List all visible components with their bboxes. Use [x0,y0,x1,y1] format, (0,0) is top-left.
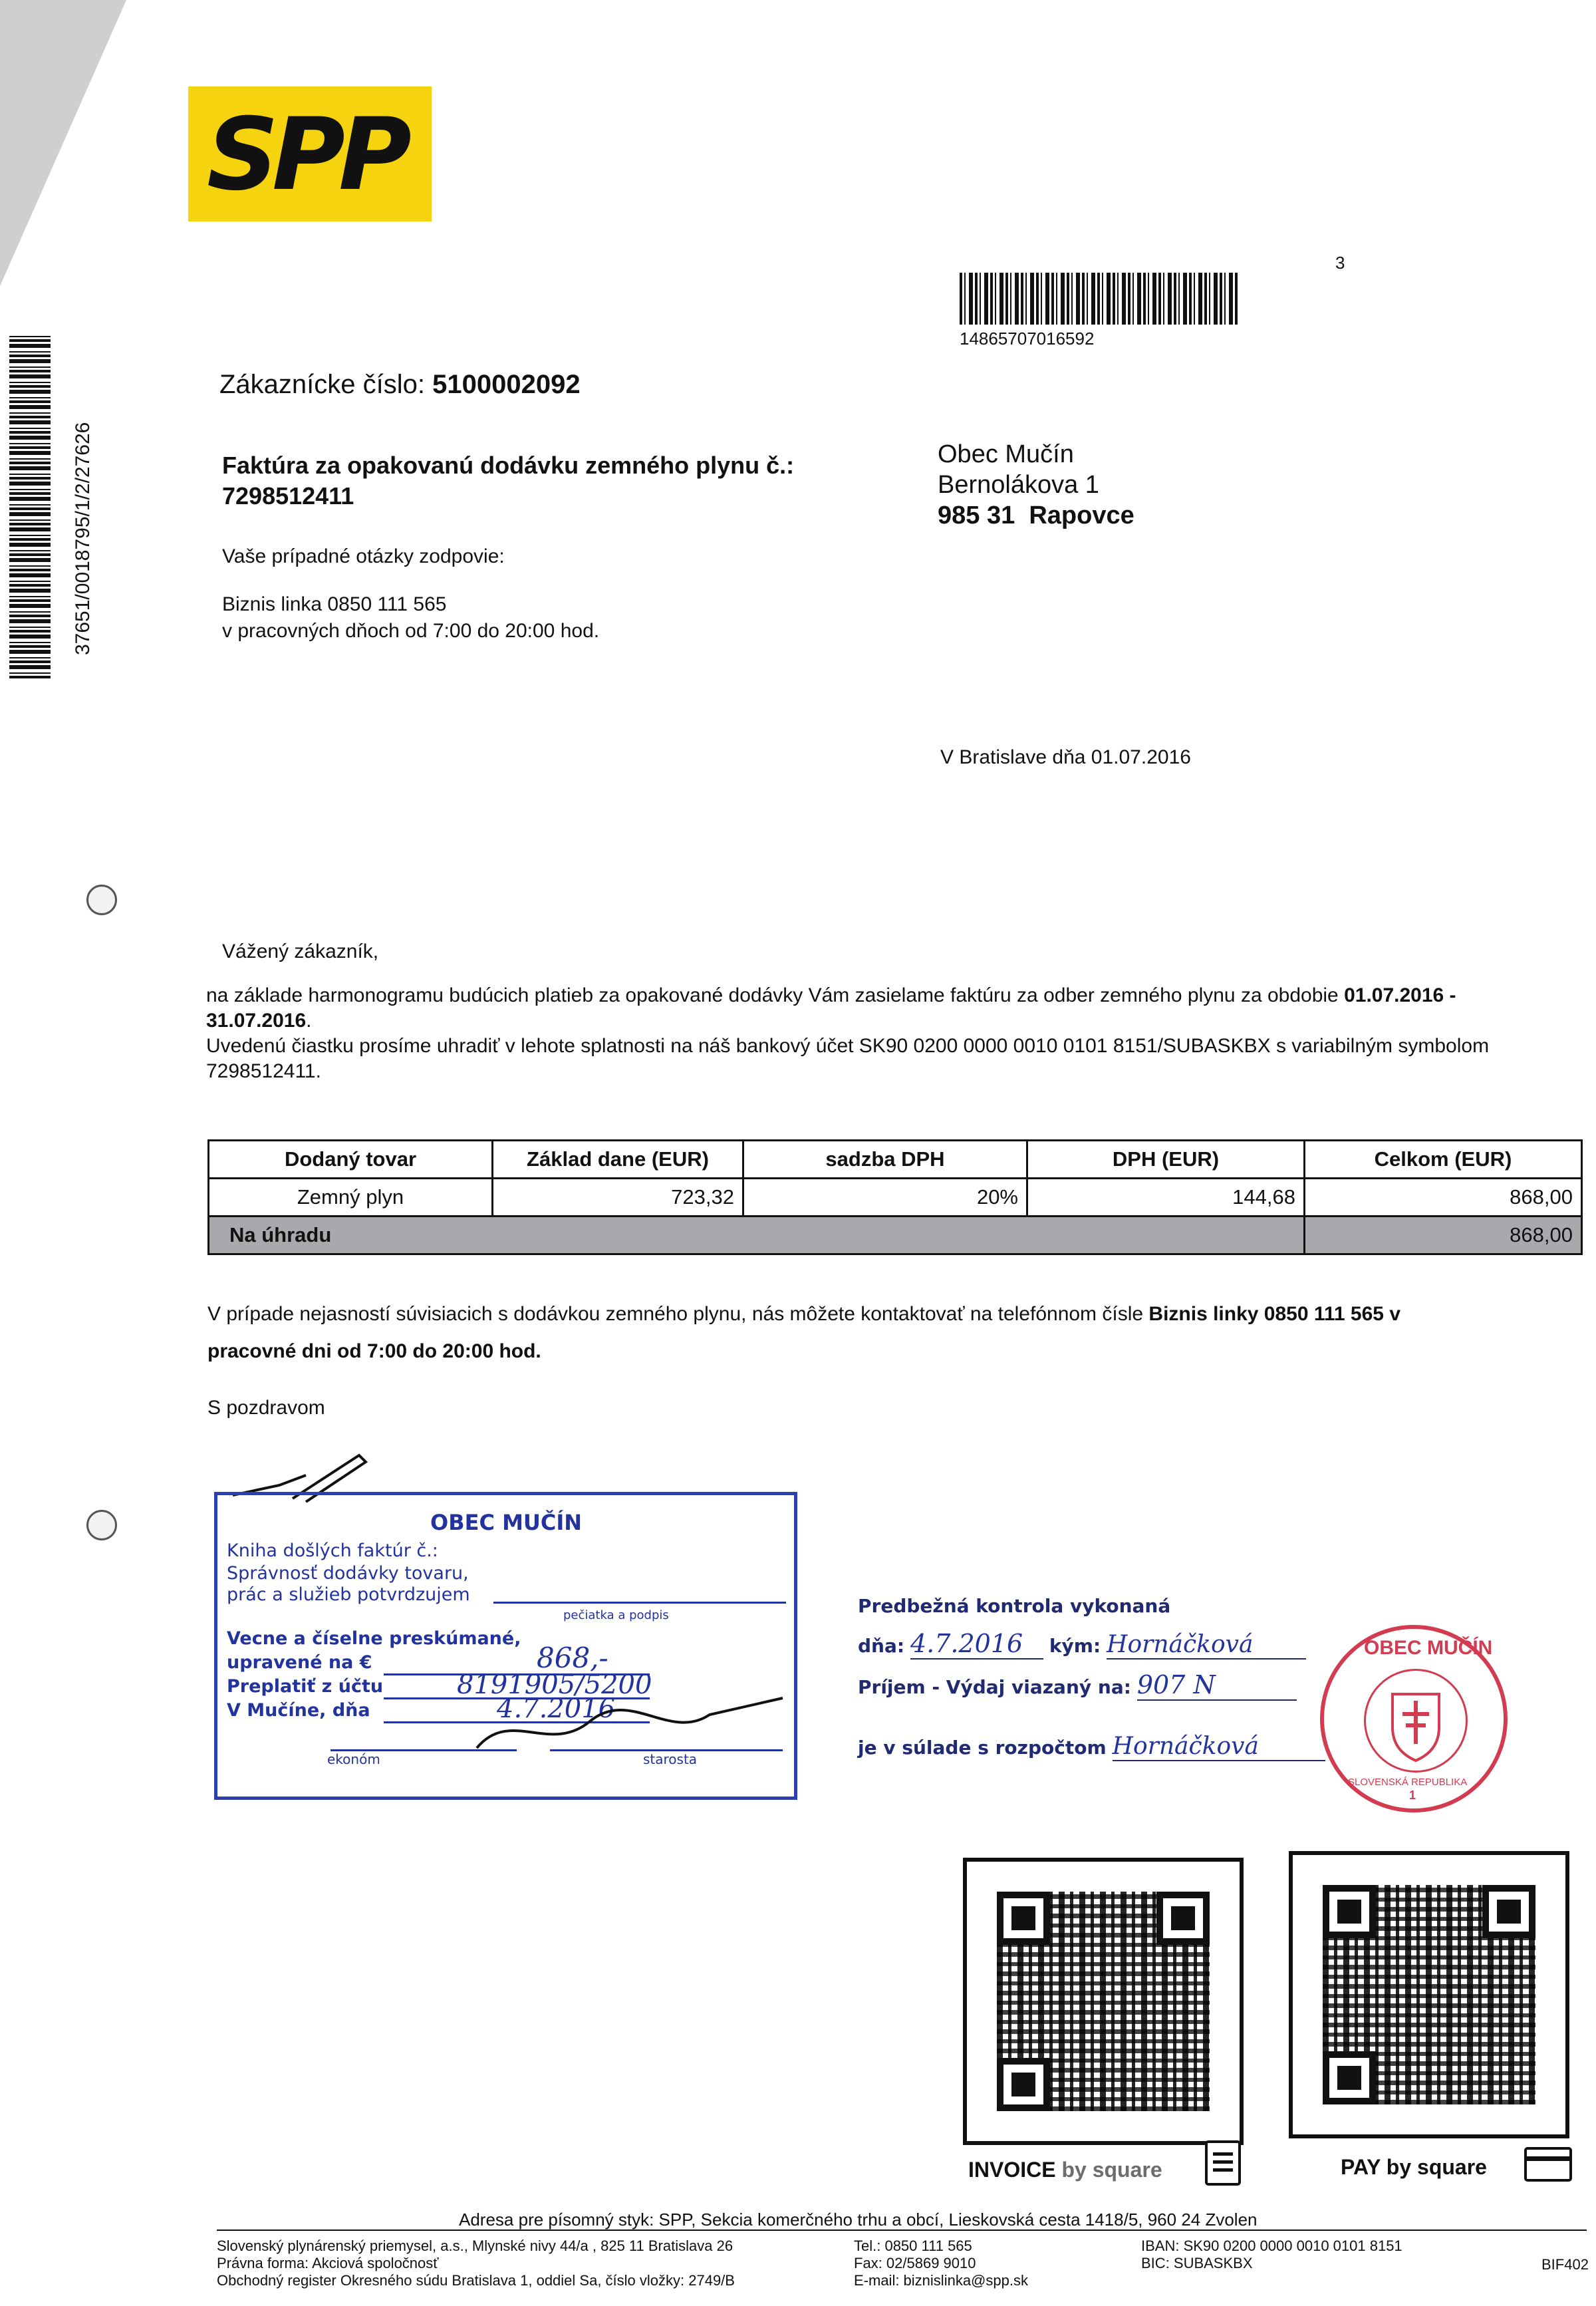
recipient-name: Obec Mučín [938,440,1074,468]
card-icon [1524,2147,1572,2182]
seal-bottom-text: SLOVENSKÁ REPUBLIKA [1348,1777,1468,1788]
invoice-label: INVOICE [968,2158,1056,2182]
side-barcode [9,336,51,678]
footer-phone: Tel.: 0850 111 565 [854,2237,972,2254]
footer-company-line: Slovenský plynárenský priemysel, a.s., Mlynské nivy 44/a , 825 11 Bratislava 26 [217,2237,733,2254]
recipient-street: Bernolákova 1 [938,471,1099,499]
cell-tax-base: 723,32 [493,1179,743,1217]
recipient-city: Rapovce [1029,502,1134,529]
spp-logo-text: SPP [207,97,405,213]
qr-finder [997,2058,1050,2111]
recipient-zip: 985 31 [938,502,1015,529]
preliminary-check [858,1595,1325,1761]
letter-paragraph-1 [206,983,1589,1084]
pay-qr-code[interactable] [1323,1885,1535,2104]
letter-p2-text: Uvedenú čiastku prosíme uhradiť v lehote splatnosti na náš bankový účet SK90 0200 0000 0010 0101 8151/SUBASKBX s variabilným symbolom [206,1035,1490,1057]
check-title: Predbežná kontrola vykonaná [858,1595,1171,1617]
side-code: 37651/0018795/1/2/27626 [72,422,94,655]
footer-form-code: BIF402 [1541,2256,1589,2273]
footer-divider [217,2230,1587,2231]
stamp-ekonom-label: ekonóm [327,1751,380,1767]
punch-hole-top [86,885,117,915]
qr-finder [1323,2051,1376,2104]
table-row [209,1179,1582,1217]
stamp-amount-handwritten: 868,- [537,1642,608,1674]
stamp-pay-from-label: Preplatiť z účtu [227,1676,384,1697]
letter-paragraph-3 [207,1296,1591,1370]
stamp-adjusted-label: upravené na € [227,1652,372,1673]
cell-product: Zemný plyn [209,1179,493,1217]
seal-top-text: OBEC MUČÍN [1364,1637,1493,1659]
barcode-number: 14865707016592 [960,329,1095,349]
stamp-invoice-book: Kniha došlých faktúr č.: [227,1540,438,1561]
customer-number-line [219,370,581,400]
footer-register: Obchodný register Okresného súdu Bratislava 1, oddiel Sa, číslo vložky: 2749/B [217,2272,735,2289]
check-budget-value: Hornáčková [1113,1733,1325,1761]
table-total-row [209,1217,1582,1254]
recipient-city-line [938,500,1134,531]
letter-p3-line: Biznis linky 0850 111 565 v [1148,1303,1401,1325]
stamp-signature-scribble [470,1695,789,1761]
folded-page-corner [0,0,126,286]
invoice-number: 7298512411 [222,482,354,509]
stamp-place-date-label: V Mučíne, dňa [227,1700,370,1721]
check-budget-row [858,1733,1325,1761]
check-date-label: dňa: [858,1635,905,1657]
table-header-row [209,1141,1582,1179]
check-income-row [858,1670,1325,1701]
letter-greeting: Vážený zákazník, [222,940,379,962]
qr-finder [1156,1892,1210,1945]
letter-p3-hours: pracovné dni od 7:00 do 20:00 hod. [207,1340,541,1362]
letter-p3-text: V prípade nejasností súvisiacich s dodávkou zemného plynu, nás môžete kontaktovať na telefónnom čísle [207,1303,1149,1325]
letter-closing: S pozdravom [207,1397,325,1419]
footer-iban: IBAN: SK90 0200 0000 0010 0101 8151 [1141,2237,1402,2254]
invoice-qr-frame [963,1858,1244,2145]
spp-logo [188,86,432,221]
stamp-title: OBEC MUČÍN [430,1510,583,1535]
business-hours: v pracovných dňoch od 7:00 do 20:00 hod. [222,620,600,642]
approval-stamp [214,1492,797,1800]
cell-vat-rate: 20% [743,1179,1027,1217]
letter-period-start: 01.07.2016 - [1344,984,1456,1006]
invoice-qr-code[interactable] [997,1892,1210,2111]
letter-p1-text: na základe harmonogramu budúcich platieb za opakované dodávky Vám zasielame faktúru za odber zemného plynu za obdobie [206,984,1345,1006]
seal-number: 1 [1409,1789,1416,1802]
total-value: 868,00 [1305,1217,1582,1254]
check-income-label: Príjem - Výdaj viazaný na: [858,1676,1131,1698]
header-total: Celkom (EUR) [1305,1141,1582,1179]
invoice-table [207,1139,1583,1255]
cell-vat: 144,68 [1027,1179,1305,1217]
check-date-value: 4.7.2016 [910,1629,1043,1659]
stamp-date-handwritten: 4.7.2016 [497,1693,616,1724]
business-line: Biznis linka 0850 111 565 [222,593,447,615]
qr-finder [1323,1885,1376,1938]
customer-number: 5100002092 [432,370,581,399]
total-label: Na úhradu [209,1217,1305,1254]
seal-emblem [1364,1669,1468,1773]
stamp-reviewed-label: Vecne a číselne preskúmané, [227,1628,521,1649]
stamp-confirm-label: prác a služieb potvrdzujem [227,1584,470,1605]
footer-bic: BIC: SUBASKBX [1141,2255,1253,2271]
header-vat: DPH (EUR) [1027,1141,1305,1179]
header-tax-base: Základ dane (EUR) [493,1141,743,1179]
mailing-address: Adresa pre písomný styk: SPP, Sekcia komerčného trhu a obcí, Lieskovská cesta 1418/5, 960 24 Zvolen [459,2210,1258,2230]
footer-email[interactable]: E-mail: biznislinka@spp.sk [854,2272,1028,2289]
page-marker: 3 [1335,253,1345,273]
qr-finder [997,1892,1050,1945]
coat-of-arms-icon [1366,1671,1466,1771]
invoice-by-square-label [968,2158,1162,2182]
check-who-label: kým: [1049,1635,1101,1657]
pay-by-square-label: PAY by square [1341,2155,1487,2179]
footer-legal-form: Právna forma: Akciová spoločnosť [217,2255,439,2271]
questions-label: Vaše prípadné otázky zodpovie: [222,545,505,567]
footer-bank [1141,2237,1402,2272]
footer-company [217,2237,735,2289]
check-budget-label: je v súlade s rozpočtom [858,1737,1107,1759]
letter-p1-end: . [306,1010,312,1032]
customer-number-label: Zákaznícke číslo: [219,370,426,399]
check-who-value: Hornáčková [1107,1631,1306,1659]
stamp-delivery-label: Správnosť dodávky tovaru, [227,1563,469,1584]
document-icon [1205,2140,1241,2186]
place-date: V Bratislave dňa 01.07.2016 [940,746,1191,768]
footer-contacts [854,2237,1028,2289]
recipient-address [938,439,1134,531]
stamp-signature-line [493,1602,786,1604]
check-date-row [858,1629,1325,1659]
header-vat-rate: sadzba DPH [743,1141,1027,1179]
punch-hole-bottom [86,1510,117,1540]
stamp-seal-sub: pečiatka a podpis [563,1608,669,1622]
invoice-title: Faktúra za opakovanú dodávku zemného plynu č.: [222,452,795,479]
stamp-starosta-label: starosta [643,1751,698,1767]
qr-finder [1482,1885,1535,1938]
cell-total: 868,00 [1305,1179,1582,1217]
letter-variable-symbol: 7298512411. [206,1060,321,1082]
check-income-value: 907 N [1137,1670,1297,1701]
pay-qr-frame [1289,1851,1569,2138]
invoice-barcode [960,273,1239,325]
footer-fax: Fax: 02/5869 9010 [854,2255,976,2271]
municipality-seal [1320,1625,1508,1812]
by-square-label: by square [1061,2158,1162,2182]
stamp-account-handwritten: 8191905/5200 [457,1669,652,1700]
header-product: Dodaný tovar [209,1141,493,1179]
letter-period-end: 31.07.2016 [206,1010,307,1032]
